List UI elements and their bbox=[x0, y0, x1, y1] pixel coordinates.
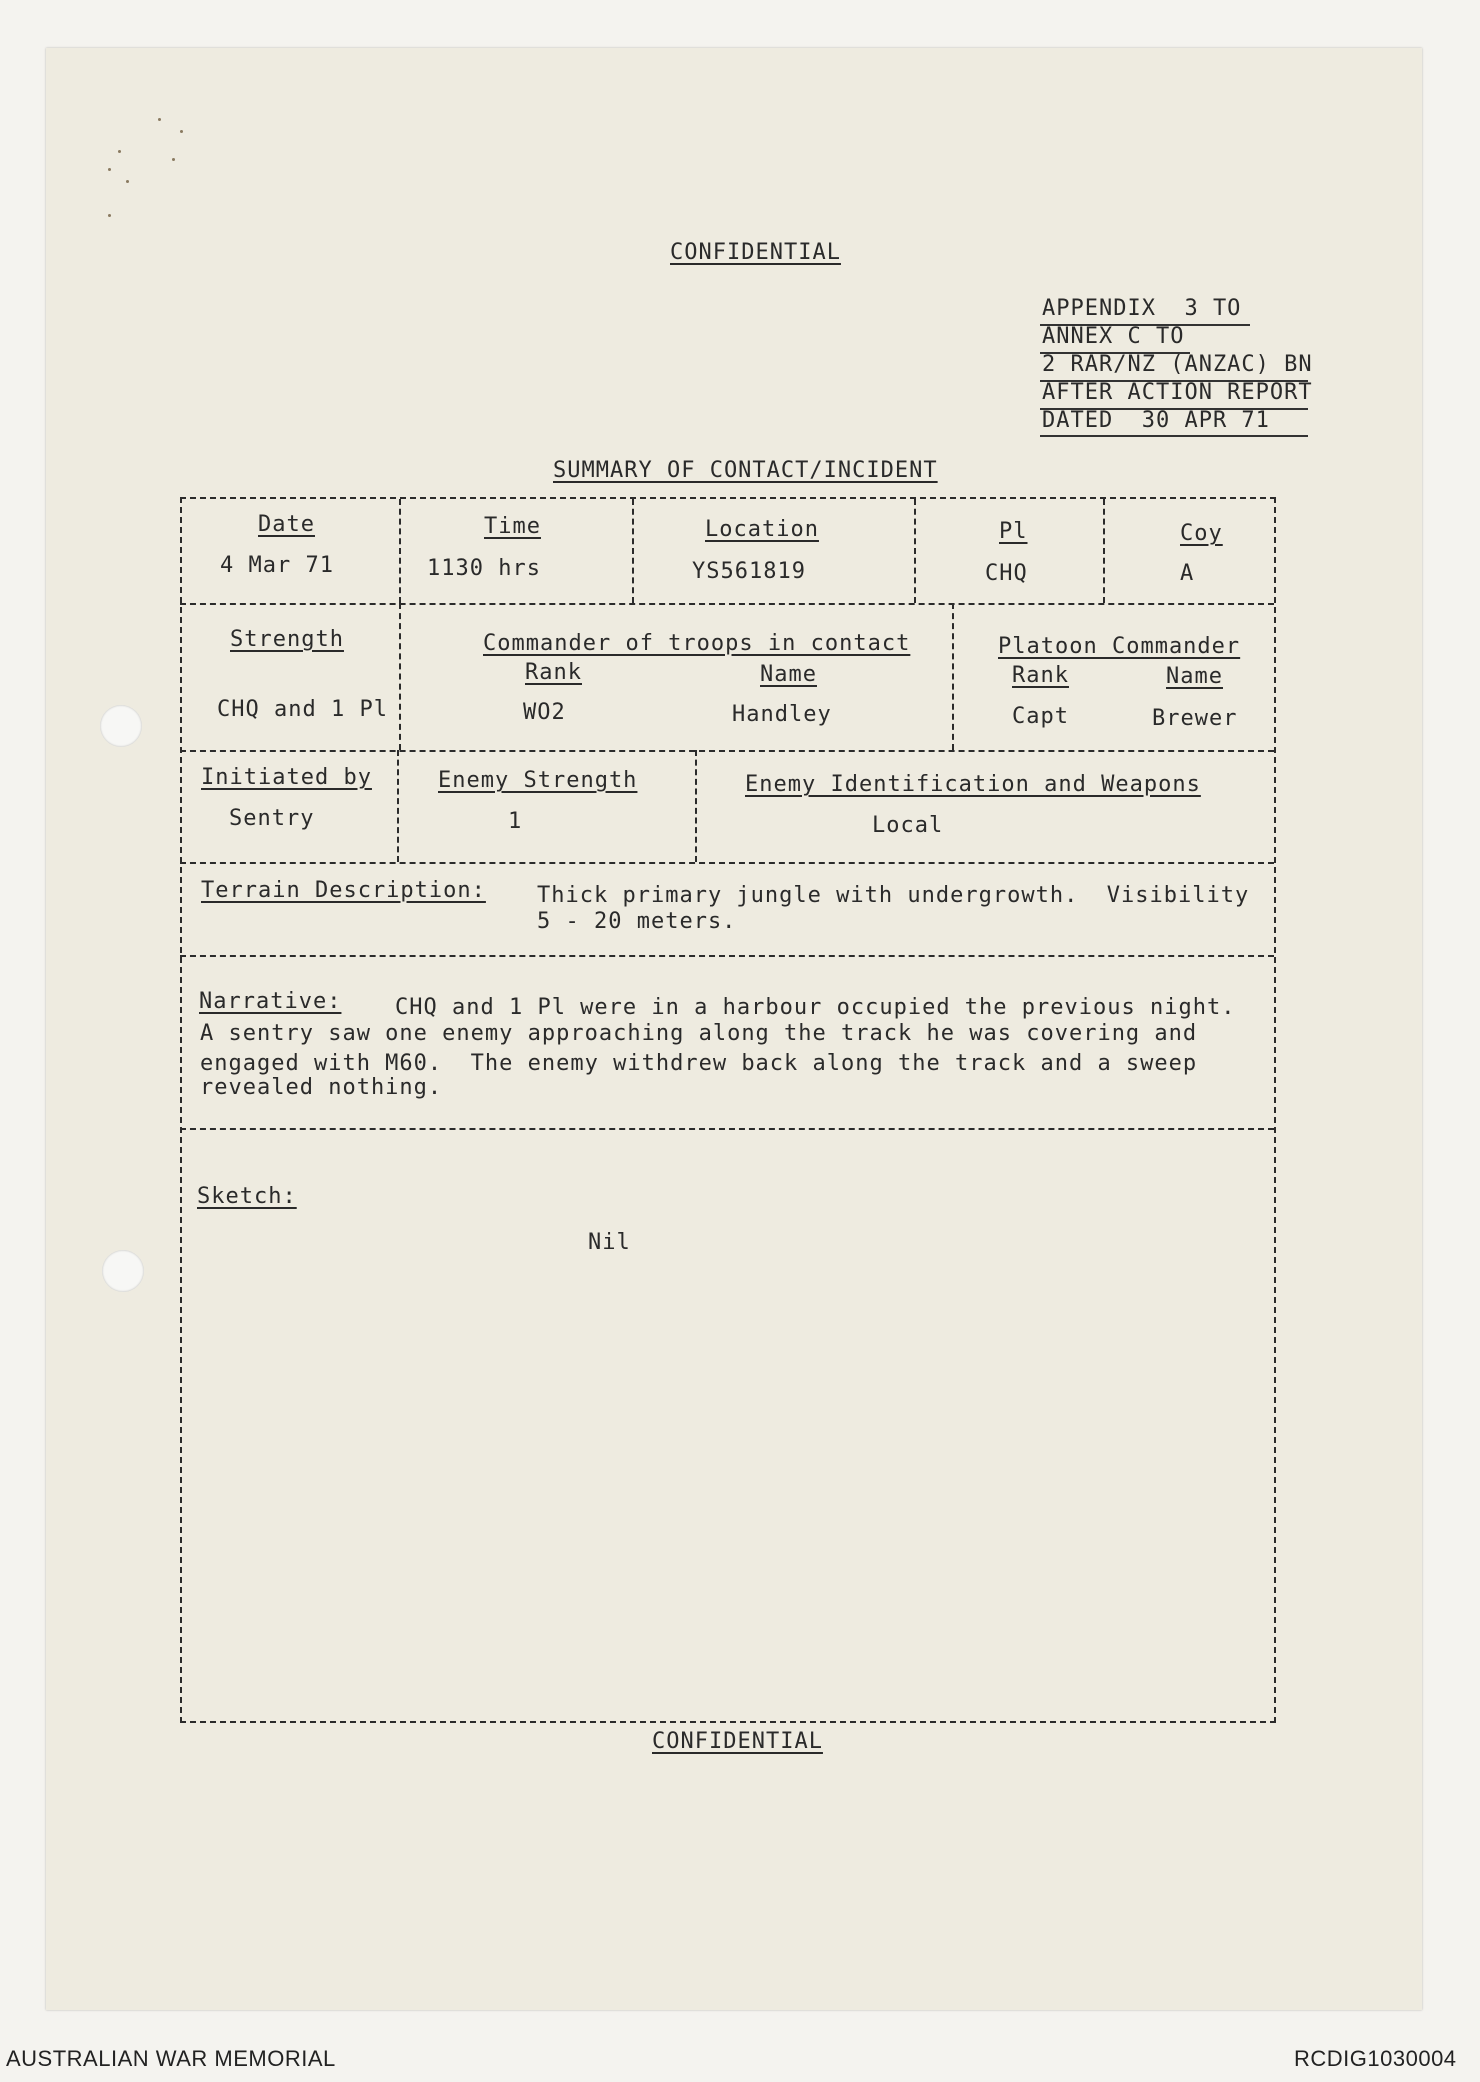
paper-speck bbox=[180, 130, 183, 133]
punch-hole-upper bbox=[100, 705, 142, 747]
commander-name-value: Handley bbox=[732, 702, 832, 727]
reference-line-2: ANNEX C TO bbox=[1042, 324, 1185, 349]
classification-bottom: CONFIDENTIAL bbox=[652, 1729, 823, 1754]
strength-value: CHQ and 1 Pl bbox=[217, 697, 388, 722]
location-label: Location bbox=[705, 517, 819, 542]
classification-top: CONFIDENTIAL bbox=[670, 240, 841, 265]
time-value: 1130 hrs bbox=[427, 556, 541, 581]
time-label: Time bbox=[484, 514, 541, 539]
narrative-line-4: revealed nothing. bbox=[200, 1075, 443, 1100]
location-value: YS561819 bbox=[692, 559, 806, 584]
initiated-by-value: Sentry bbox=[229, 806, 315, 831]
commander-name-label: Name bbox=[760, 662, 817, 687]
platoon-commander-label: Platoon Commander bbox=[998, 634, 1241, 659]
row-divider bbox=[180, 1128, 1274, 1130]
punch-hole-lower bbox=[102, 1250, 144, 1292]
reference-line-5: DATED 30 APR 71 bbox=[1042, 408, 1270, 433]
company-label: Coy bbox=[1180, 521, 1223, 546]
paper-speck bbox=[108, 214, 111, 217]
paper-speck bbox=[158, 118, 161, 121]
company-value: A bbox=[1180, 561, 1195, 586]
narrative-label: Narrative: bbox=[199, 989, 342, 1014]
archive-footer-right: RCDIG1030004 bbox=[1294, 2046, 1457, 2071]
platoon-name-label: Name bbox=[1166, 664, 1223, 689]
enemy-strength-value: 1 bbox=[508, 809, 523, 834]
column-divider bbox=[952, 603, 954, 750]
platoon-value: CHQ bbox=[985, 561, 1028, 586]
summary-title: SUMMARY OF CONTACT/INCIDENT bbox=[553, 458, 938, 483]
reference-line-4: AFTER ACTION REPORT bbox=[1042, 380, 1313, 405]
summary-table bbox=[180, 497, 1276, 1723]
row-divider bbox=[180, 862, 1274, 864]
row-divider bbox=[180, 955, 1274, 957]
reference-line-3: 2 RAR/NZ (ANZAC) BN bbox=[1042, 352, 1313, 377]
terrain-line-1: Thick primary jungle with undergrowth. Visibility bbox=[537, 883, 1250, 908]
platoon-name-value: Brewer bbox=[1152, 706, 1238, 731]
reference-rule bbox=[1040, 435, 1308, 437]
date-label: Date bbox=[258, 512, 315, 537]
sketch-value: Nil bbox=[588, 1230, 631, 1255]
paper-speck bbox=[108, 168, 111, 171]
platoon-label: Pl bbox=[999, 519, 1028, 544]
terrain-label: Terrain Description: bbox=[201, 878, 486, 903]
enemy-strength-label: Enemy Strength bbox=[438, 768, 638, 793]
commander-rank-label: Rank bbox=[525, 660, 582, 685]
column-divider bbox=[1103, 499, 1105, 603]
commander-rank-value: WO2 bbox=[523, 700, 566, 725]
reference-line-1: APPENDIX 3 TO bbox=[1042, 296, 1242, 321]
narrative-line-1: CHQ and 1 Pl were in a harbour occupied the previous night. bbox=[395, 995, 1236, 1020]
terrain-line-2: 5 - 20 meters. bbox=[537, 909, 737, 934]
column-divider bbox=[399, 499, 401, 603]
commander-label: Commander of troops in contact bbox=[483, 631, 911, 656]
paper-speck bbox=[126, 180, 129, 183]
platoon-rank-value: Capt bbox=[1012, 704, 1069, 729]
archive-footer-left: AUSTRALIAN WAR MEMORIAL bbox=[6, 2046, 336, 2071]
column-divider bbox=[397, 750, 399, 862]
column-divider bbox=[695, 750, 697, 862]
paper-speck bbox=[172, 158, 175, 161]
paper-speck bbox=[118, 150, 121, 153]
column-divider bbox=[632, 499, 634, 603]
column-divider bbox=[399, 603, 401, 750]
row-divider bbox=[180, 603, 1274, 605]
date-value: 4 Mar 71 bbox=[220, 553, 334, 578]
row-divider bbox=[180, 750, 1274, 752]
narrative-line-2: A sentry saw one enemy approaching along the track he was covering and bbox=[200, 1021, 1198, 1046]
strength-label: Strength bbox=[230, 627, 344, 652]
sketch-label: Sketch: bbox=[197, 1184, 297, 1209]
enemy-identification-label: Enemy Identification and Weapons bbox=[745, 772, 1201, 797]
initiated-by-label: Initiated by bbox=[201, 765, 372, 790]
narrative-line-3: engaged with M60. The enemy withdrew back along the track and a sweep bbox=[200, 1051, 1198, 1076]
column-divider bbox=[914, 499, 916, 603]
enemy-identification-value: Local bbox=[872, 813, 944, 838]
platoon-rank-label: Rank bbox=[1012, 663, 1069, 688]
